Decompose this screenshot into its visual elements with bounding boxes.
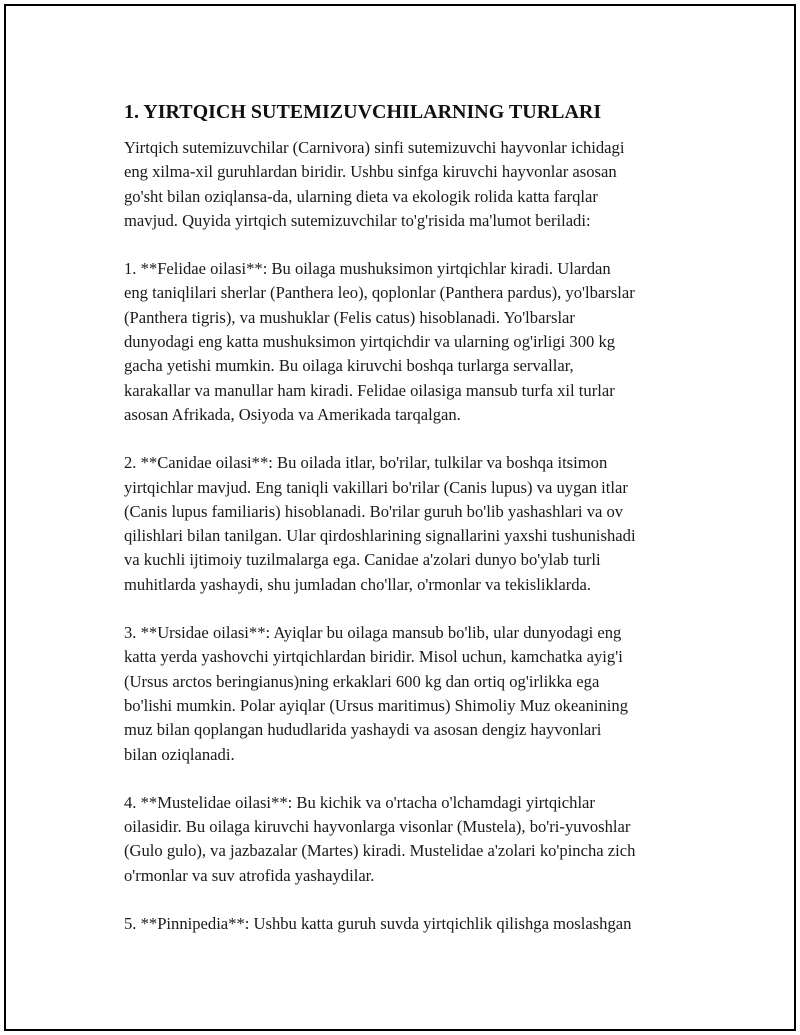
- text-line: Yirtqich sutemizuvchilar (Carnivora) sinfi sutemizuvchi hayvonlar ichidagi: [124, 138, 625, 157]
- text-line: o'rmonlar va suv atrofida yashaydilar.: [124, 865, 375, 885]
- text-line: muz bilan qoplangan hududlarida yashaydi va asosan dengiz hayvonlari: [124, 720, 602, 740]
- text-line: bo'lishi mumkin. Polar ayiqlar (Ursus maritimus) Shimoliy Muz okeanining: [124, 695, 628, 715]
- paragraph-mustelidae: [124, 791, 699, 888]
- document-page: [4, 4, 796, 1031]
- text-line: (Gulo gulo), va jazbazalar (Martes) kiradi. Mustelidae a'zolari ko'pincha zich: [124, 841, 636, 861]
- text-line: eng taniqlilari sherlar (Panthera leo), qoplonlar (Panthera pardus), yo'lbarslar: [124, 283, 635, 303]
- text-line: mavjud. Quyida yirtqich sutemizuvchilar to'g'risida ma'lumot beriladi:: [124, 210, 591, 230]
- text-line: asosan Afrikada, Osiyoda va Amerikada tarqalgan.: [124, 404, 461, 424]
- text-line: (Ursus arctos beringianus)ning erkaklari 600 kg dan ortiq og'irlikka ega: [124, 671, 600, 691]
- paragraph-felidae: [124, 257, 699, 427]
- text-line: qilishlari bilan tanilgan. Ular qirdoshlarining signallarini yaxshi tushunishadi: [124, 526, 636, 546]
- text-line: muhitlarda yashaydi, shu jumladan cho'llar, o'rmonlar va tekisliklarda.: [124, 574, 592, 594]
- text-line: 4. **Mustelidae oilasi**: Bu kichik va o'rtacha o'lchamdagi yirtqichlar: [124, 792, 595, 812]
- text-line: katta yerda yashovchi yirtqichlardan biridir. Misol uchun, kamchatka ayig'i: [124, 647, 623, 667]
- text-line: (Panthera tigris), va mushuklar (Felis catus) hisoblanadi. Yo'lbarslar: [124, 307, 575, 327]
- text-line: dunyodagi eng katta mushuksimon yirtqichdir va ularning og'irligi 300 kg: [124, 332, 616, 352]
- text-line: yirtqichlar mavjud. Eng taniqli vakillari bo'rilar (Canis lupus) va uygan itlar: [124, 477, 628, 497]
- paragraph-ursidae: [124, 621, 699, 767]
- text-line: eng xilma-xil guruhlardan biridir. Ushbu sinfga kiruvchi hayvonlar asosan: [124, 162, 617, 182]
- paragraph-canidae: [124, 451, 699, 597]
- text-line: 2. **Canidae oilasi**: Bu oilada itlar, bo'rilar, tulkilar va boshqa itsimon: [124, 453, 608, 473]
- document-title: 1. YIRTQICH SUTEMIZUVCHILARNING TURLARI: [124, 101, 602, 123]
- text-line: va kuchli ijtimoiy tuzilmalarga ega. Canidae a'zolari dunyo bo'ylab turli: [124, 550, 601, 570]
- text-line: oilasidir. Bu oilaga kiruvchi hayvonlarga visonlar (Mustela), bo'ri-yuvoshlar: [124, 817, 631, 837]
- text-line: 3. **Ursidae oilasi**: Ayiqlar bu oilaga mansub bo'lib, ular dunyodagi eng: [124, 623, 622, 643]
- text-line: karakallar va manullar ham kiradi. Felidae oilasiga mansub turfa xil turlar: [124, 380, 615, 400]
- paragraph-intro: [124, 136, 699, 233]
- text-line: go'sht bilan oziqlansa-da, ularning dieta va ekologik rolida katta farqlar: [124, 186, 598, 206]
- document-content: [124, 98, 699, 960]
- text-line: (Canis lupus familiaris) hisoblanadi. Bo'rilar guruh bo'lib yashashlari va ov: [124, 501, 624, 521]
- paragraph-pinnipedia: [124, 912, 699, 936]
- text-line: 5. **Pinnipedia**: Ushbu katta guruh suvda yirtqichlik qilishga moslashgan: [124, 914, 632, 934]
- text-line: gacha yetishi mumkin. Bu oilaga kiruvchi boshqa turlarga servallar,: [124, 356, 574, 376]
- text-line: 1. **Felidae oilasi**: Bu oilaga mushuksimon yirtqichlar kiradi. Ulardan: [124, 259, 611, 279]
- text-line: bilan oziqlanadi.: [124, 744, 235, 764]
